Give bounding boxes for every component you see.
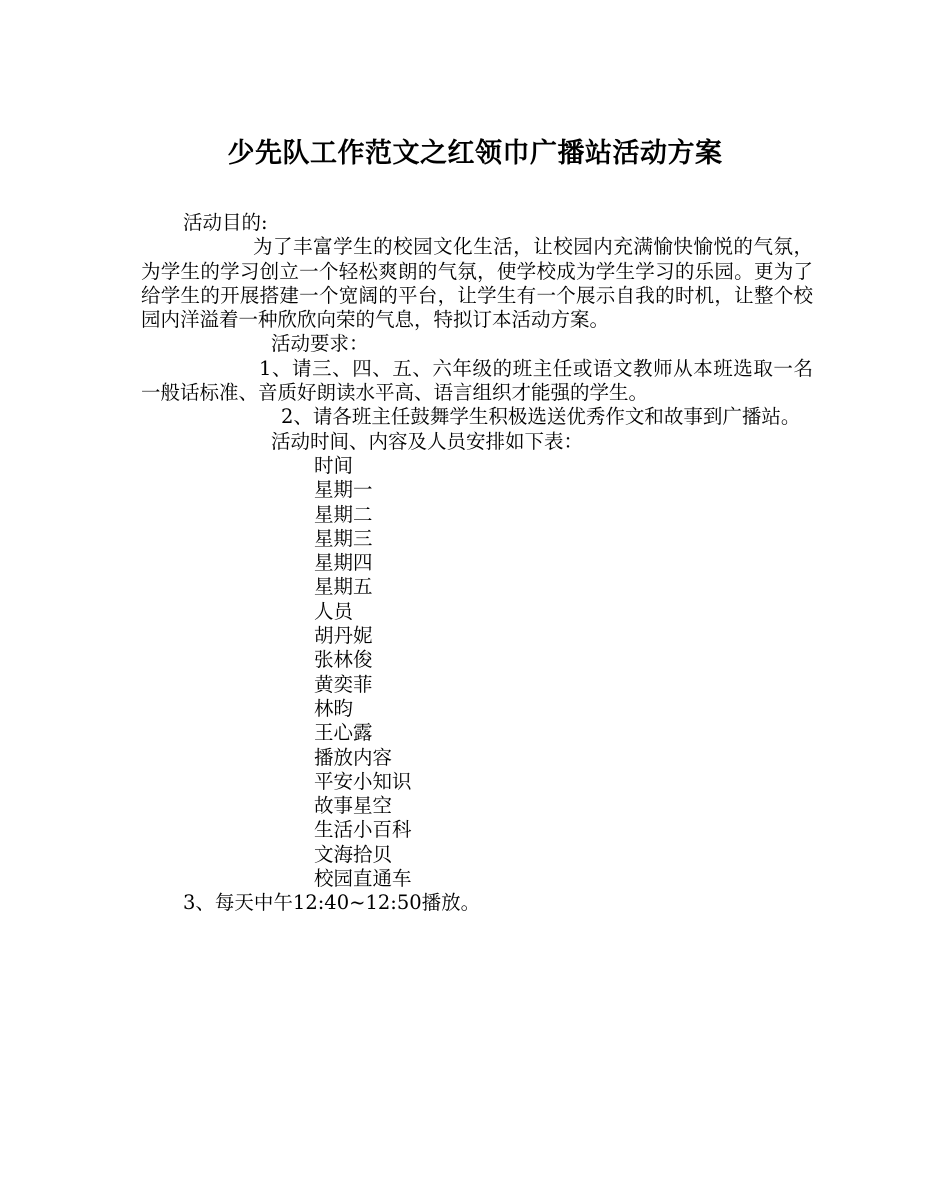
schedule-table	[141, 454, 813, 891]
table-content: 平安小知识	[314, 769, 412, 793]
table-person: 王心露	[314, 721, 373, 745]
table-day: 星期一	[314, 478, 373, 502]
table-content: 校园直通车	[314, 867, 412, 891]
table-header-content: 播放内容	[314, 745, 393, 769]
requirements-label: 活动要求：	[271, 332, 369, 356]
requirement-1: 1、请三、四、五、六年级的班主任或语文教师从本班选取一名一般话标准、音质好朗读水平高、语言组织才能强的学生。	[141, 356, 813, 405]
table-header-time: 时间	[314, 453, 354, 477]
table-content: 故事星空	[314, 794, 393, 818]
table-person: 胡丹妮	[314, 624, 373, 648]
table-day: 星期二	[314, 502, 373, 526]
table-day: 星期四	[314, 551, 373, 575]
table-person: 黄奕菲	[314, 672, 373, 696]
table-day: 星期三	[314, 526, 373, 550]
purpose-paragraph: 为了丰富学生的校园文化生活，让校园内充满愉快愉悦的气氛，为学生的学习创立一个轻松爽朗的气氛，使学校成为学生学习的乐园。更为了给学生的开展搭建一个宽阔的平台，让学生有一个展示自我的时机，让整个校园内洋溢着一种欣欣向荣的气息，特拟订本活动方案。	[141, 235, 813, 332]
table-day: 星期五	[314, 575, 373, 599]
purpose-label: 活动目的:	[183, 211, 268, 234]
table-person: 张林俊	[314, 648, 373, 672]
table-header-people: 人员	[314, 599, 354, 623]
page-title: 少先队工作范文之红领巾广播站活动方案	[227, 138, 723, 169]
requirement-2: 2、请各班主任鼓舞学生积极选送优秀作文和故事到广播站。	[281, 405, 801, 429]
schedule-intro: 活动时间、内容及人员安排如下表：	[271, 429, 584, 453]
table-person: 林昀	[314, 696, 354, 720]
table-content: 生活小百科	[314, 818, 412, 842]
table-content: 文海拾贝	[314, 842, 393, 866]
requirement-3: 3、每天中午12:40~12:50播放。	[183, 891, 481, 915]
document-body	[141, 211, 813, 916]
